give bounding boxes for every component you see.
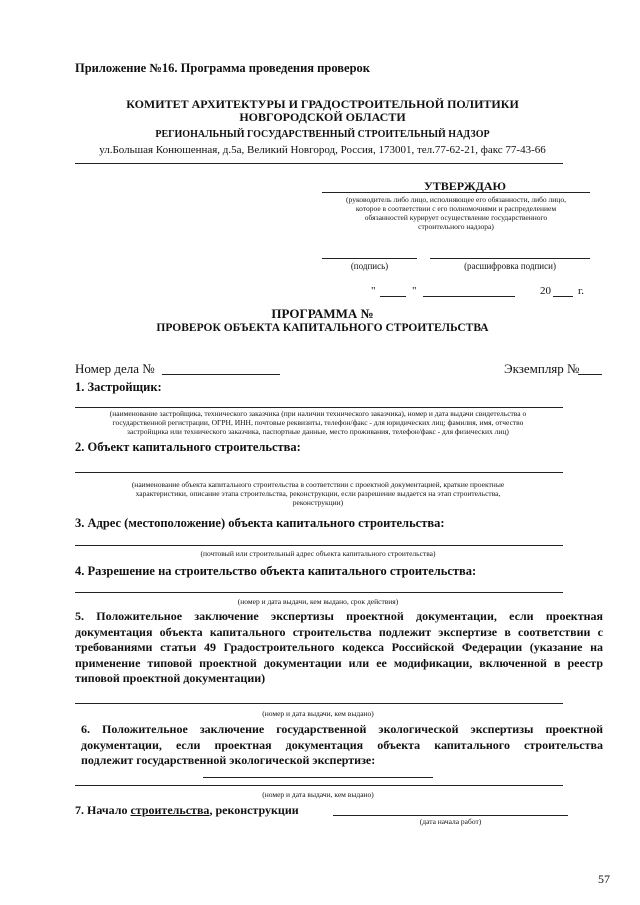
section-3-title: 3. Адрес (местоположение) объекта капитального строительства: (75, 516, 445, 530)
date-month-line (423, 296, 515, 297)
date-year-suffix: г. (578, 285, 585, 297)
signature-caption: (подпись) (350, 261, 389, 271)
case-number-label: Номер дела № (75, 361, 155, 376)
section-5-text: 5. Положительное заключение экспертизы проектной документации, если проектная документация объекта капитального строительства подлежит экспертизе в соответствии с требованиями статьи 49 Градостроительного кодекса Российской Федерации (указание на применение типовой проектной документации или ее модификации, включенной в реестр типовой проектной документации) (75, 609, 603, 685)
section-1-caption: (наименование застройщика, технического заказчика (при наличии технического заказчика), номер и дата выдачи свидетельства о государственной регистрации, ОГРН, ИНН, почтовые реквизиты, телефон/факс - для юридических лиц; фамилия, имя, отчество застройщика или технического заказчика, паспортные данные, место проживания, телефон/факс - для физических лиц) (109, 409, 527, 436)
approver-caption: (руководитель либо лицо, исполняющее его обязанности, либо лицо, которое в соответствии с его полномочиями и распределением обязанностей курирует осуществление государственного строительного надзора) (346, 195, 566, 231)
section-2-line (75, 472, 563, 473)
section-7-caption: (дата начала работ) (419, 817, 482, 826)
section-5-line (75, 703, 563, 704)
header-divider (75, 163, 563, 164)
appendix-title: Приложение №16. Программа проведения проверок (75, 61, 370, 75)
page-number: 57 (598, 872, 610, 886)
section-7-line (333, 815, 568, 816)
copy-number-label: Экземпляр № (504, 361, 580, 376)
program-subtitle: ПРОВЕРОК ОБЪЕКТА КАПИТАЛЬНОГО СТРОИТЕЛЬСТВА (156, 322, 489, 334)
section-6-short-line (203, 777, 433, 778)
section-4-title: 4. Разрешение на строительство объекта капитального строительства: (75, 564, 477, 578)
date-quote-close: " (412, 285, 417, 297)
program-title: ПРОГРАММА № (271, 306, 374, 321)
date-year-line (553, 296, 573, 297)
section-4-caption: (номер и дата выдачи, кем выдано, срок действия) (237, 597, 399, 606)
committee-name-line1: КОМИТЕТ АРХИТЕКТУРЫ И ГРАДОСТРОИТЕЛЬНОЙ ПОЛИТИКИ (126, 97, 519, 111)
section-3-caption: (почтовый или строительный адрес объекта капитального строительства) (200, 549, 436, 558)
signature-line (322, 258, 417, 259)
supervision-name: РЕГИОНАЛЬНЫЙ ГОСУДАРСТВЕННЫЙ СТРОИТЕЛЬНЫЙ НАДЗОР (155, 129, 490, 140)
signature-decoding-line (430, 258, 590, 259)
committee-name-line2: НОВГОРОДСКОЙ ОБЛАСТИ (239, 110, 406, 124)
section-2-title: 2. Объект капитального строительства: (75, 440, 301, 454)
section-6-text: 6. Положительное заключение государственной экологической экспертизы проектной документации, если проектная документация объекта капитального строительства подлежит государственной экологической экспертизе: (81, 722, 603, 767)
organization-address: ул.Большая Конюшенная, д.5а, Великий Новгород, Россия, 173001, тел.77-62-21, факс 77-43-66 (99, 144, 546, 156)
date-quote-open: " (371, 285, 376, 297)
date-day-line (380, 296, 406, 297)
section-7-title: 7. Начало строительства, реконструкции (75, 803, 299, 817)
section-4-line (75, 592, 563, 593)
date-year-prefix: 20 (540, 285, 551, 297)
section-6-caption: (номер и дата выдачи, кем выдано) (262, 790, 374, 799)
approver-line (322, 192, 590, 193)
section-5-caption: (номер и дата выдачи, кем выдано) (262, 709, 374, 718)
section-6-line (75, 785, 563, 786)
section-1-line (75, 407, 563, 408)
section-2-caption: (наименование объекта капитального строительства в соответствии с проектной документацией, краткие проектные характеристики, описание этапа строительства, реконструкции, если разрешение выдается на этап строительства, реконструкции) (131, 480, 505, 507)
section-3-line (75, 545, 563, 546)
signature-decoding-caption: (расшифровка подписи) (464, 261, 556, 271)
section-1-title: 1. Застройщик: (75, 380, 162, 394)
approval-title: УТВЕРЖДАЮ (423, 179, 507, 193)
copy-number-line (578, 374, 602, 375)
case-number-line (162, 374, 280, 375)
